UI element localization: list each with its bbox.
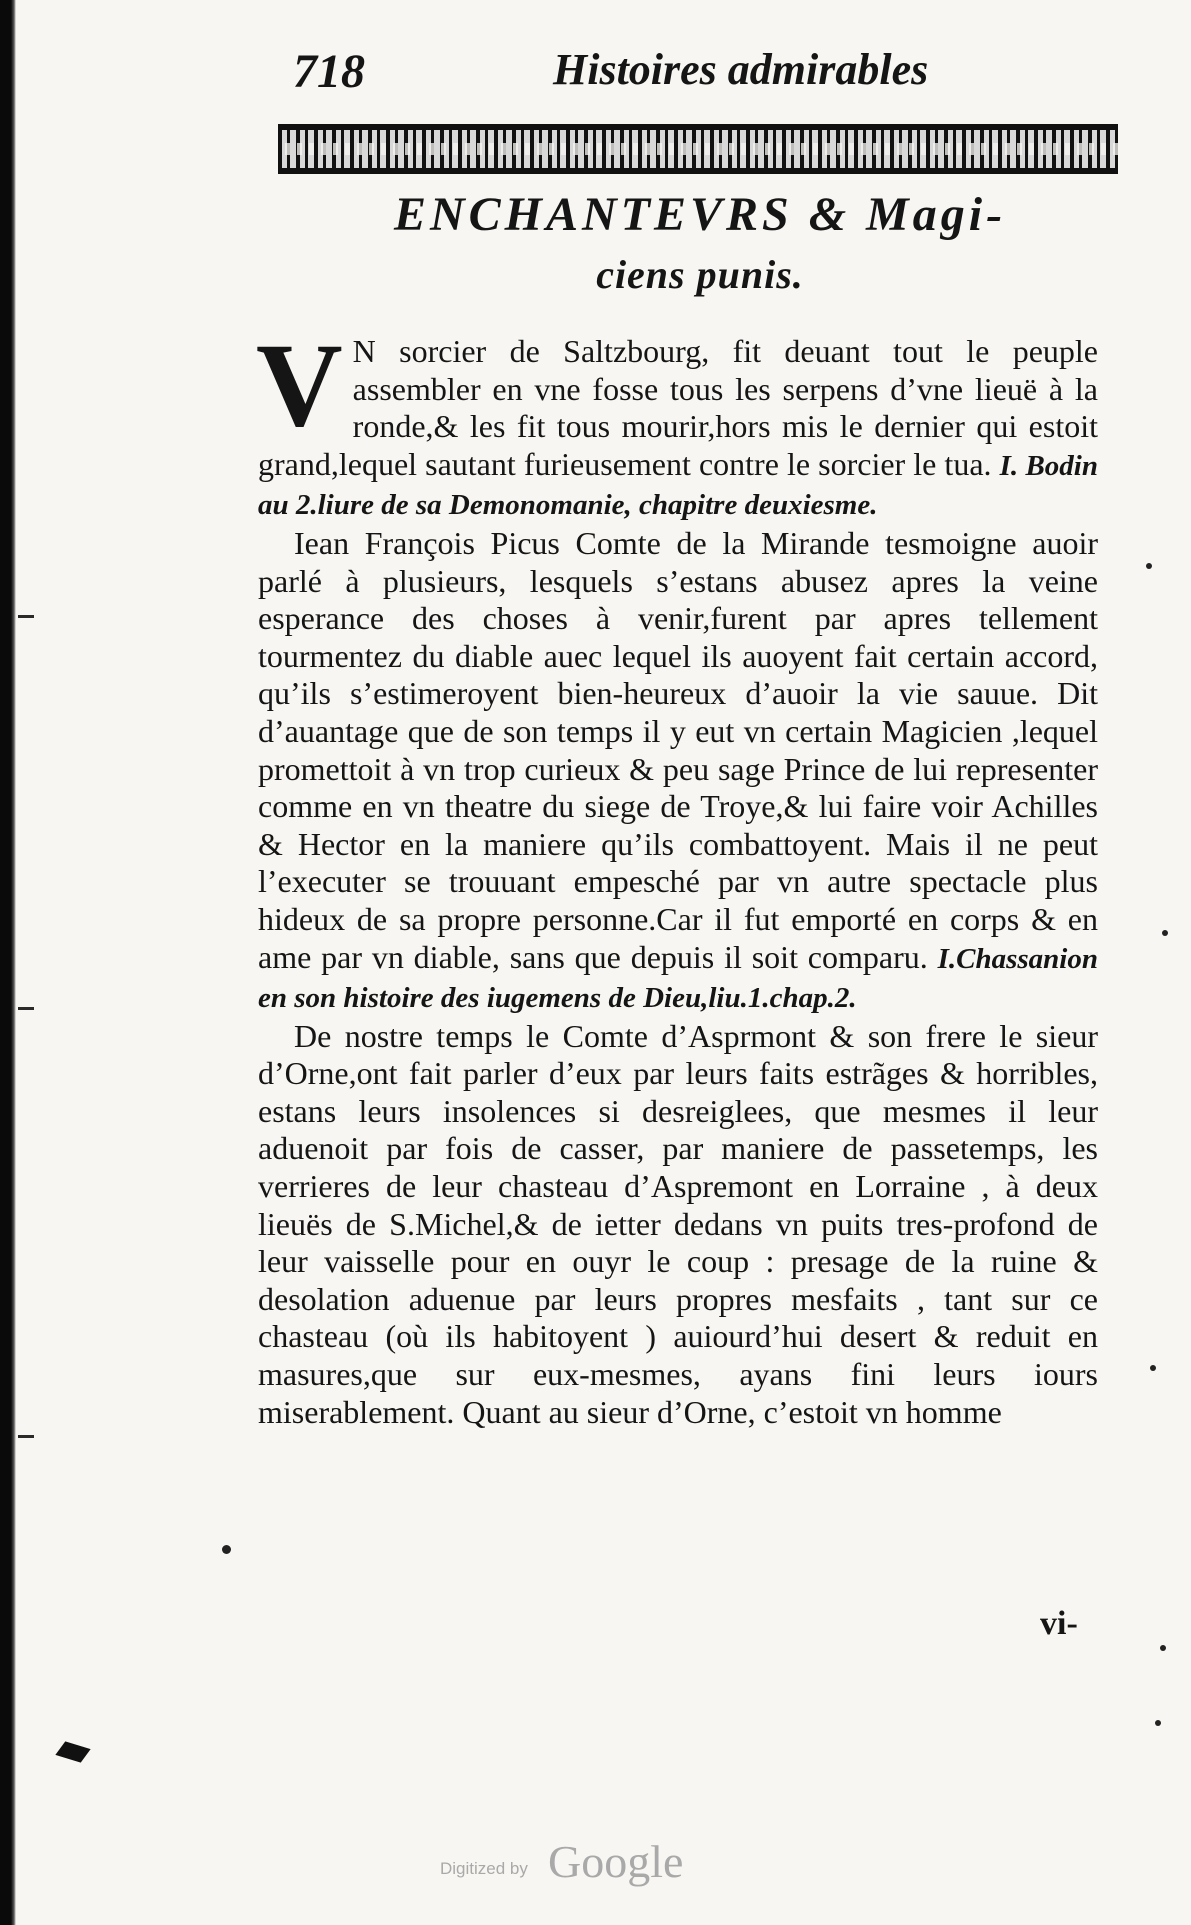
digitized-label: Digitized by bbox=[440, 1859, 528, 1878]
paragraph bbox=[256, 318, 1098, 525]
ink-speck bbox=[1150, 1365, 1156, 1371]
ink-speck bbox=[1146, 563, 1152, 569]
running-head bbox=[293, 44, 943, 104]
chapter-title-line-1: ENCHANTEVRS & Magi- bbox=[393, 188, 1007, 241]
ink-speck bbox=[1162, 930, 1168, 936]
paragraph-text: Iean François Picus Comte de la Mirande tesmoigne auoir parlé à plusieurs, lesquels s’estans abusez apres la veine esperance des choses à venir,furent par apres tellement tourmentez du diable auec lequel ils auoyent fait certain accord, qu’ils s’estimeroyent bien-heureux d’auoir la vie sauue. Dit d’auantage que de son temps il y eut vn certain Magicien ,lequel promettoit à vn trop curieux & peu sage Prince de lui representer comme en vn theatre du siege de Troye,& lui faire voir Achilles & Hector en la maniere qu’ils combattoyent. Mais il ne peut l’executer se trouuant empesché par vn autre spectacle plus hideux de sa propre personne.Car il fut emporté en corps & en ame par vn diable, sans que depuis il soit comparu. bbox=[258, 524, 1098, 975]
running-title: Histoires admirables bbox=[553, 45, 929, 94]
body-text bbox=[256, 318, 1098, 1431]
digitized-watermark bbox=[440, 1835, 840, 1895]
ink-speck bbox=[1160, 1645, 1166, 1651]
paragraph-text: N sorcier de Saltzbourg, fit deuant tout le peuple assembler en vne fosse tous les serpens d’vne lieuë à la ronde,& les fit tous mourir,hors mis le dernier qui estoit grand,lequel sautant furieusement contre le sorcier le tua. bbox=[258, 333, 1098, 482]
ink-speck bbox=[222, 1545, 231, 1554]
google-wordmark: Google bbox=[548, 1836, 684, 1887]
citation: I.Chassanion en son histoire des iugemens de Dieu,liu.1.chap.2. bbox=[258, 942, 1098, 1015]
scan-mark bbox=[55, 1741, 90, 1762]
chapter-title-line-2: ciens punis. bbox=[596, 252, 804, 297]
page-number: 718 bbox=[293, 45, 365, 98]
catchword: vi- bbox=[1040, 1605, 1078, 1642]
drop-cap: V bbox=[256, 318, 343, 451]
ornamental-band-icon bbox=[278, 124, 1118, 174]
paragraph-text: De nostre temps le Comte d’Asprmont & son frere le sieur d’Orne,ont fait parler d’eux par leurs faits estrãges & horribles, estans leurs insolences si desreiglees, que mesmes il leur aduenoit par fois de casser, par maniere de passetemps, les verrieres de leur chasteau d’Aspremont en Lorraine , à deux lieuës de S.Michel,& de ietter dedans vn puits tres-profond de leur vaisselle pour en ouyr le coup : presage de la ruine & desolation aduenue par leurs propres mesfaits , tant sur ce chasteau (où ils habitoyent ) auiourd’hui desert & reduit en masures,que sur eux-mesmes, ayans fini leurs iours miserablement. Quant au sieur d’Orne, c’estoit vn homme bbox=[258, 1017, 1098, 1430]
paragraph bbox=[258, 525, 1098, 1018]
citation: I. Bodin au 2.liure de sa Demonomanie, chapitre deuxiesme. bbox=[258, 449, 1098, 522]
ink-speck bbox=[1155, 1720, 1161, 1726]
paragraph bbox=[258, 1018, 1098, 1432]
chapter-title bbox=[300, 185, 1100, 305]
